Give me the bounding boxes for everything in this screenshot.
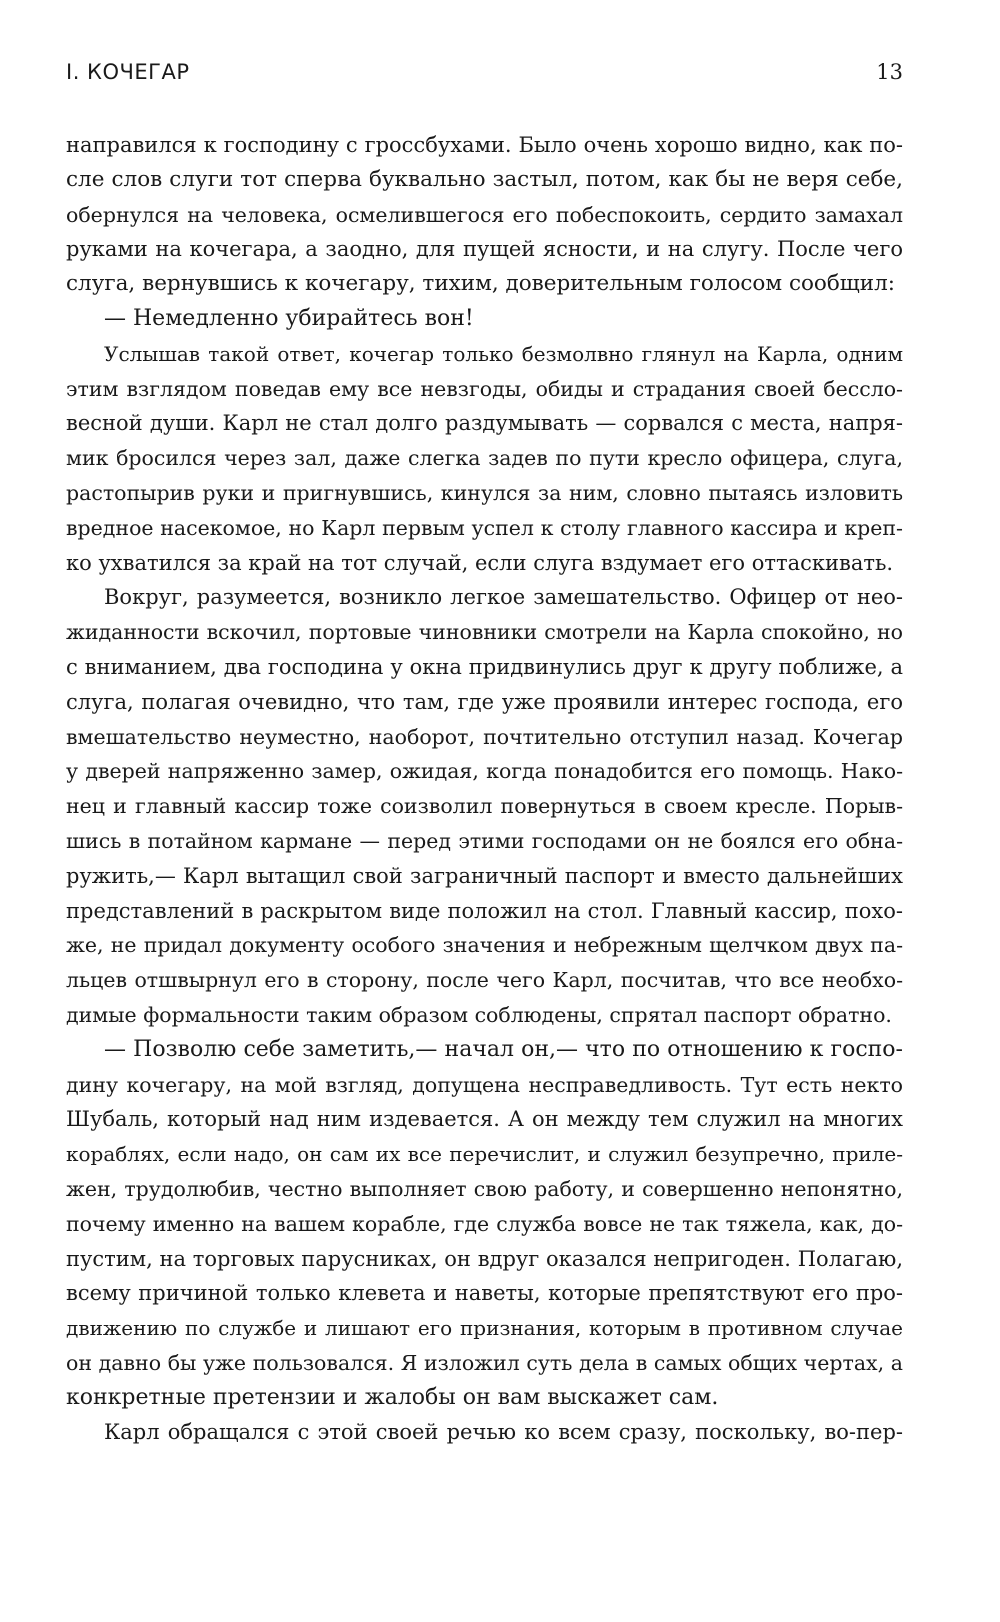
text-line: жиданности вскочил, портовые чиновники смотрели на Карла спокойно, но (66, 620, 903, 645)
text-line: этим взглядом поведав ему все невзгоды, обиды и страдания своей бессло- (66, 376, 903, 401)
text-line: димые формальности таким образом соблюдены, спрятал паспорт обратно. (66, 1002, 892, 1027)
page-number: 13 (876, 60, 903, 84)
text-line: с вниманием, два господина у окна придвинулись друг к другу поближе, а (66, 654, 903, 679)
text-line: слуга, полагая очевидно, что там, где уже проявили интерес господа, его (66, 689, 903, 714)
text-line: обернулся на человека, осмелившегося его побеспокоить, сердито замахал (66, 202, 903, 227)
text-line: жен, трудолюбив, честно выполняет свою работу, и совершенно непонятно, (66, 1176, 903, 1201)
text-line: почему именно на вашем корабле, где служба вовсе не так тяжела, как, до- (66, 1211, 903, 1236)
text-line: ко ухватился за край на тот случай, если слуга вздумает его оттаскивать. (66, 550, 894, 575)
text-line: слуга, вернувшись к кочегару, тихим, доверительным голосом сообщил: (66, 271, 896, 297)
text-line: Карл обращался с этой своей речью ко всем сразу, поскольку, во-пер- (104, 1420, 903, 1445)
text-line: сле слов слуги тот сперва буквально застыл, потом, как бы не веря себе, (66, 166, 903, 192)
text-line: Услышав такой ответ, кочегар только безмолвно глянул на Карла, одним (104, 341, 903, 366)
running-header (66, 60, 903, 90)
text-line: кораблях, если надо, он сам их все перечислит, и служил безупречно, приле- (66, 1142, 903, 1167)
text-line: у дверей напряженно замер, ожидая, когда понадобится его помощь. Нако- (66, 759, 903, 784)
text-line: растопырив руки и пригнувшись, кинулся за ним, словно пытаясь изловить (66, 480, 903, 505)
text-line: ружить,— Карл вытащил свой заграничный паспорт и вместо дальнейших (66, 863, 903, 888)
text-line: руками на кочегара, а заодно, для пущей ясности, и на слугу. После чего (66, 237, 903, 262)
text-line: — Позволю себе заметить,— начал он,— что по отношению к госпо- (104, 1036, 903, 1062)
chapter-title: I. КОЧЕГАР (66, 60, 190, 84)
text-line: всему причиной только клевета и наветы, которые препятствуют его про- (66, 1281, 903, 1306)
text-line: же, не придал документу особого значения и небрежным щелчком двух па- (66, 933, 903, 958)
text-line: шись в потайном кармане — перед этими господами он не боялся его обна- (66, 828, 903, 853)
text-line: нец и главный кассир тоже соизволил повернуться в своем кресле. Порыв- (66, 794, 903, 819)
text-line: — Немедленно убирайтесь вон! (104, 305, 474, 331)
text-line: Вокруг, разумеется, возникло легкое замешательство. Офицер от нео- (104, 585, 903, 610)
text-line: пустим, на торговых парусниках, он вдруг оказался непригоден. Полагаю, (66, 1246, 903, 1271)
text-line: конкретные претензии и жалобы он вам выскажет сам. (66, 1384, 719, 1410)
body-text (66, 128, 903, 1450)
text-line: представлений в раскрытом виде положил на стол. Главный кассир, похо- (66, 898, 903, 923)
text-line: мик бросился через зал, даже слегка задев по пути кресло офицера, слуга, (66, 446, 903, 471)
text-line: направился к господину с гроссбухами. Было очень хорошо видно, как по- (66, 133, 903, 157)
text-line: дину кочегару, на мой взгляд, допущена несправедливость. Тут есть некто (66, 1072, 903, 1097)
text-line: весной души. Карл не стал долго раздумывать — сорвался с места, напря- (66, 411, 903, 436)
text-line: он давно бы уже пользовался. Я изложил суть дела в самых общих чертах, а (66, 1350, 903, 1375)
text-line: Шубаль, который над ним издевается. А он между тем служил на многих (66, 1107, 903, 1132)
text-line: льцев отшвырнул его в сторону, после чего Карл, посчитав, что все необхо- (66, 968, 903, 993)
text-line: вредное насекомое, но Карл первым успел к столу главного кассира и креп- (66, 515, 903, 540)
text-line: вмешательство неуместно, наоборот, почтительно отступил назад. Кочегар (66, 724, 903, 749)
text-line: движению по службе и лишают его признания, которым в противном случае (66, 1316, 903, 1341)
